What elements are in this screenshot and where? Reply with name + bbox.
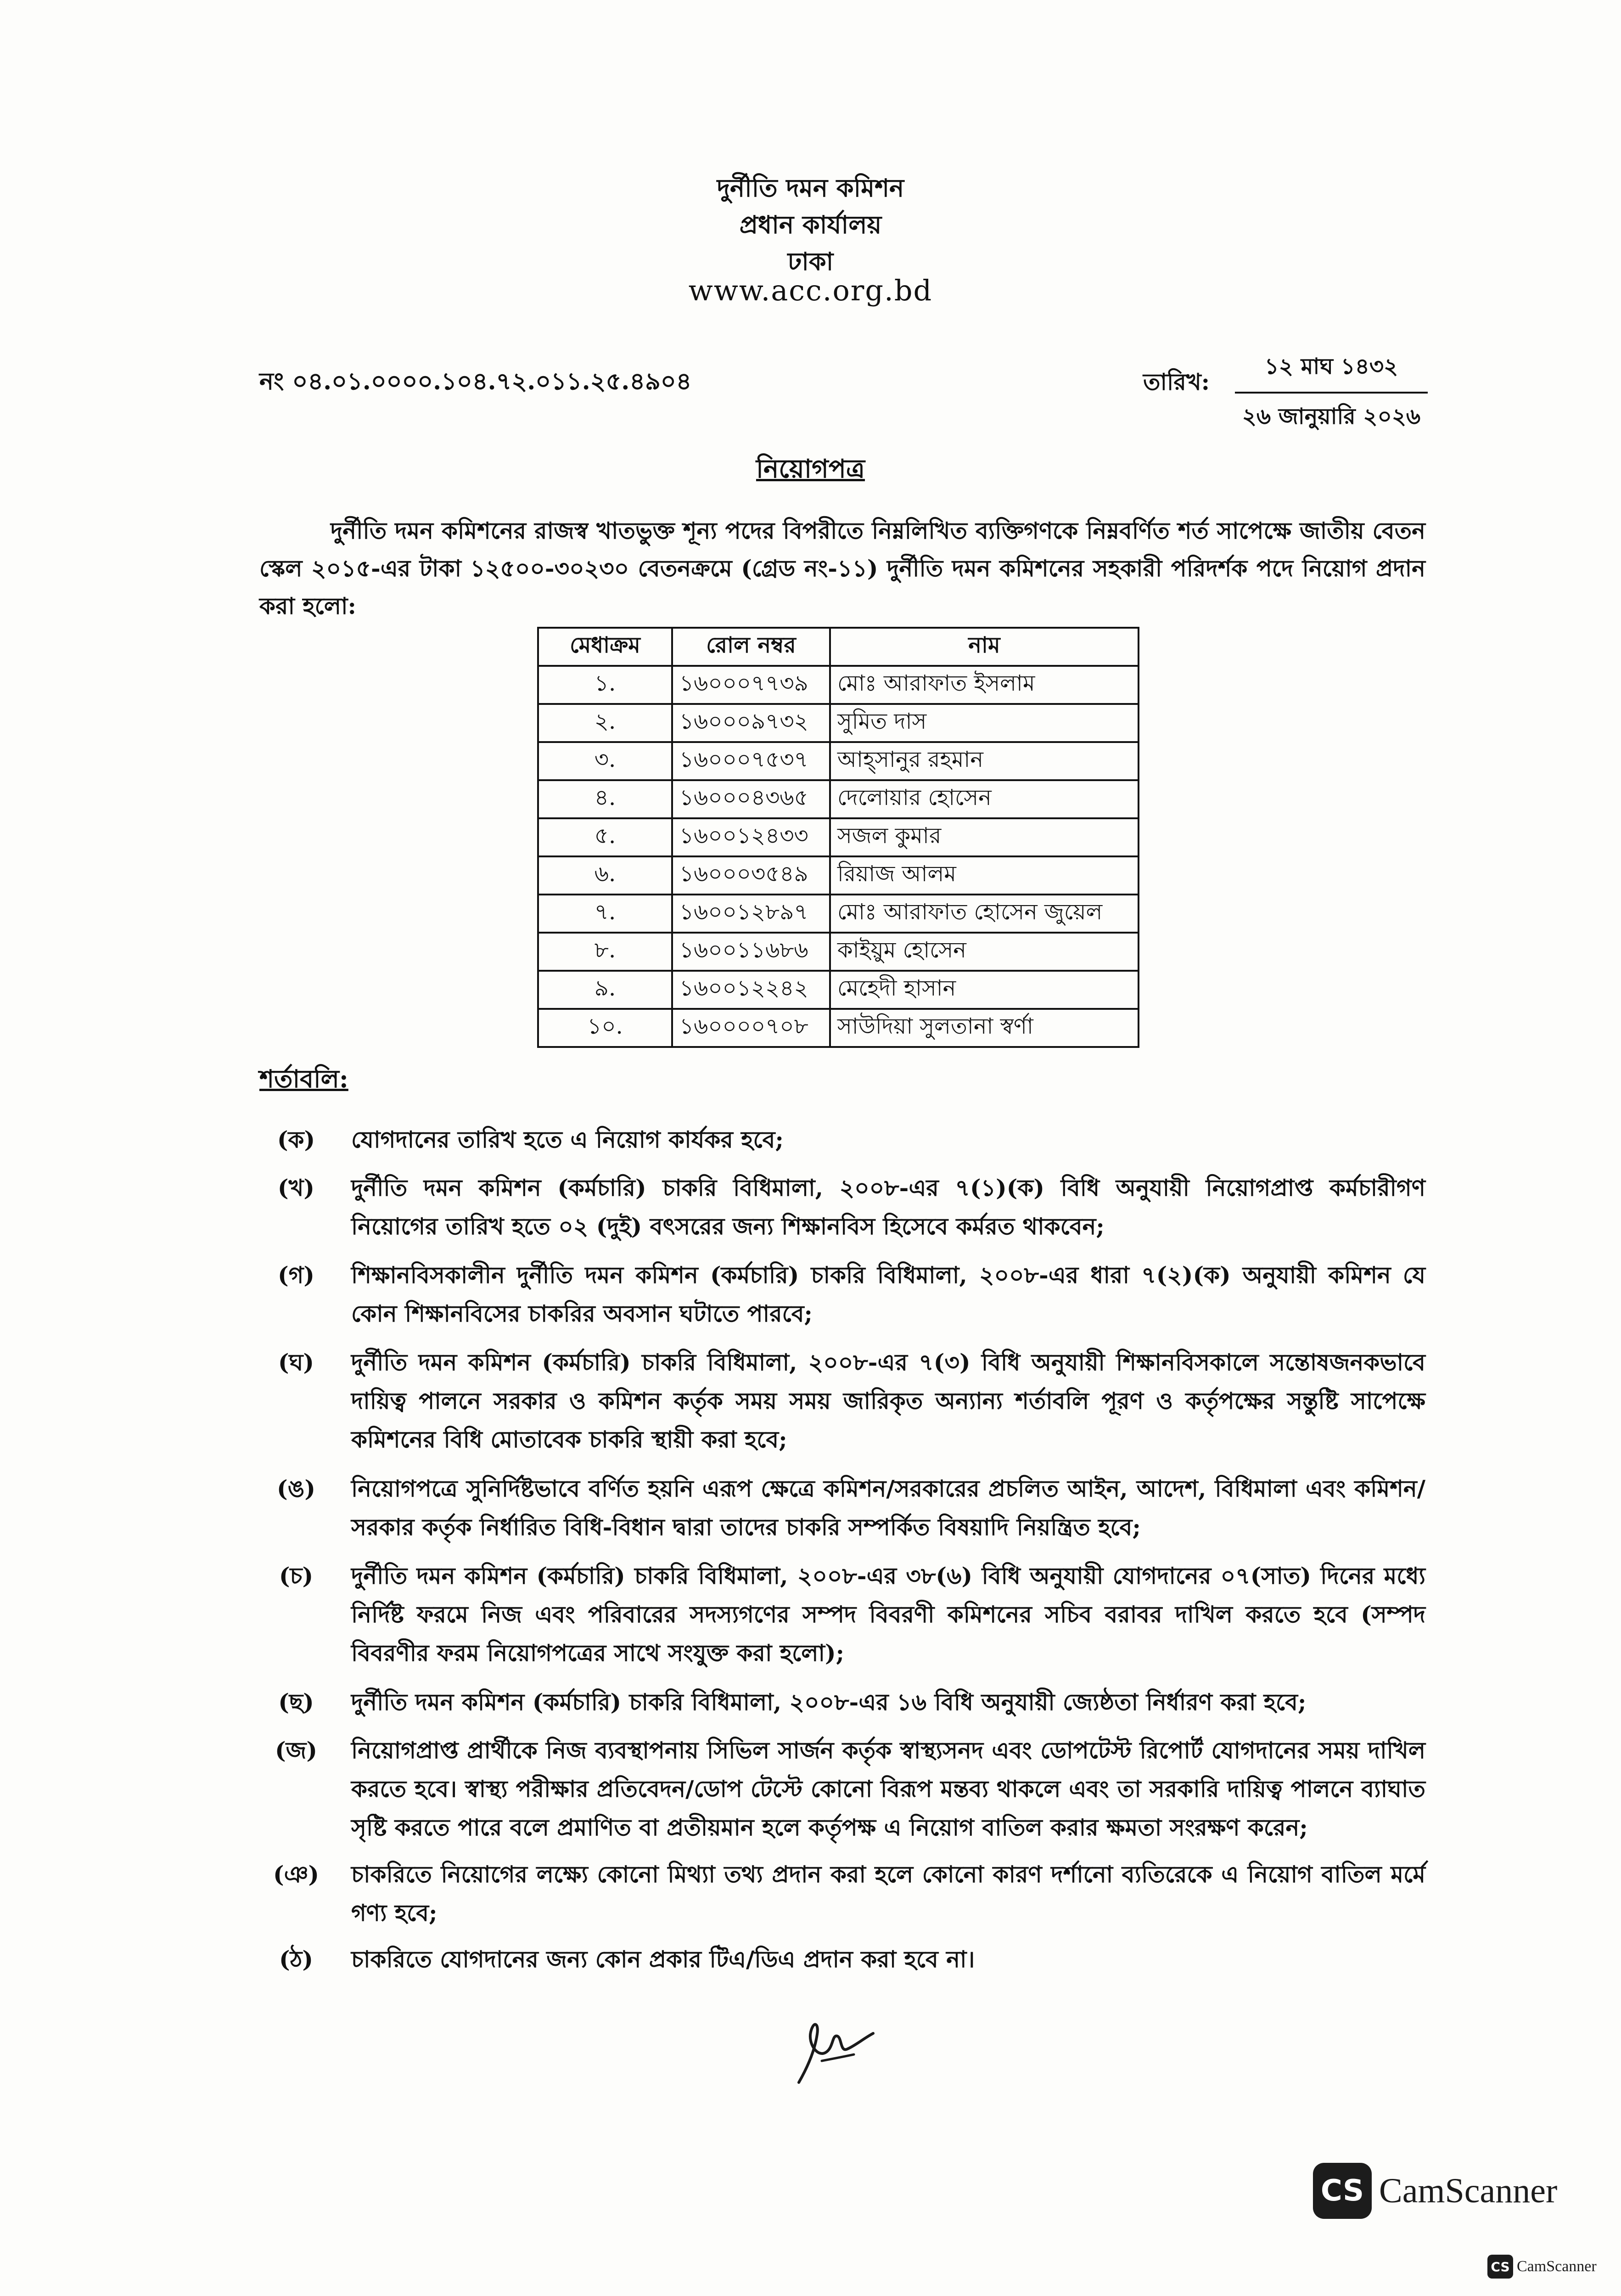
- condition-item: [259, 1683, 1425, 1722]
- signature-image: [790, 2007, 881, 2089]
- table-row: [538, 971, 1139, 1009]
- cell-roll: ১৬০০০৭৭৩৯: [672, 666, 830, 704]
- cell-serial: ৫.: [538, 818, 672, 856]
- cell-serial: ৭.: [538, 895, 672, 933]
- condition-text: চাকরিতে যোগদানের জন্য কোন প্রকার টিএ/ডিএ প্রদান করা হবে না।: [351, 1946, 975, 1973]
- cell-serial: ৮.: [538, 933, 672, 971]
- date-english: ২৬ জানুয়ারি ২০২৬: [1242, 404, 1421, 429]
- condition-label: (ঞ): [273, 1861, 320, 1888]
- condition-item: [259, 1855, 1425, 1932]
- intro-text-1: দুর্নীতি দমন কমিশনের রাজস্ব খাতভুক্ত শূন্য পদের বিপরীতে নিম্নলিখিত ব্যক্তিগণকে নিম্নবর্ণিত শর্ত সাপেক্ষে জাতীয় বেতন স্কেল ২০১৫-এর টাকা ১২৫০০-৩০২৩০ বেতনক্রমে (গ্রেড নং-১১) দুর্নীতি দমন কমিশনের: [259, 517, 1425, 582]
- intro-paragraph: [259, 512, 1425, 625]
- cell-name: রিয়াজ আলম: [830, 856, 1139, 895]
- condition-item: [259, 1169, 1425, 1246]
- cell-serial: ৬.: [538, 856, 672, 895]
- cell-name: দেলোয়ার হোসেন: [830, 780, 1139, 818]
- condition-label: (ঠ): [279, 1946, 314, 1973]
- cell-roll: ১৬০০০৭৫৩৭: [672, 742, 830, 780]
- condition-text: দুর্নীতি দমন কমিশন (কর্মচারি) চাকরি বিধিমালা, ২০০৮-এর ১৬ বিধি অনুযায়ী জ্যেষ্ঠতা নির্ধারণ করা হবে;: [351, 1688, 1307, 1716]
- cell-serial: ৪.: [538, 780, 672, 818]
- condition-text: চাকরিতে নিয়োগের লক্ষ্যে কোনো মিথ্যা তথ্য প্রদান করা হলে কোনো কারণ দর্শানো ব্যতিরেকে এ নিয়োগ বাতিল মর্মে গণ্য হবে;: [351, 1861, 1425, 1926]
- condition-label: (ছ): [278, 1688, 314, 1716]
- city-name: ঢাকা: [787, 247, 834, 276]
- condition-text: দুর্নীতি দমন কমিশন (কর্মচারি) চাকরি বিধিমালা, ২০০৮-এর ৭(৩) বিধি অনুযায়ী শিক্ষানবিসকালে সন্তোষজনকভাবে দায়িত্ব পালনে সরকার ও কমিশন কর্তৃক সময় সময় জারিকৃত অন্যান্য শর্তাবলি পূরণ ও কর্তৃপক্ষের সন্তুষ্টি সাপেক্ষে কমিশনের বিধি মোতাবেক চাকরি স্থায়ী করা হবে;: [351, 1349, 1425, 1453]
- camscanner-logo-small: [1487, 2255, 1597, 2279]
- cell-roll: ১৬০০১২৪৩৩: [672, 818, 830, 856]
- date-bangla: ১২ মাঘ ১৪৩২: [1235, 350, 1428, 394]
- conditions-heading: শর্তাবলি:: [259, 1064, 348, 1093]
- table-row: [538, 818, 1139, 856]
- table-row: [538, 742, 1139, 780]
- condition-item: [259, 1469, 1425, 1547]
- condition-item: [259, 1557, 1425, 1672]
- document-title: নিয়োগপত্র: [756, 454, 865, 484]
- condition-item: [259, 1343, 1425, 1459]
- table-row: [538, 933, 1139, 971]
- condition-text: দুর্নীতি দমন কমিশন (কর্মচারি) চাকরি বিধিমালা, ২০০৮-এর ৩৮(৬) বিধি অনুযায়ী যোগদানের ০৭(সাত) দিনের মধ্যে নির্দিষ্ট ফরমে নিজ এবং পরিবারের সদস্যগণের সম্পদ বিবরণী কমিশনের সচিব বরাবর দাখিল করতে হবে (সম্পদ বিবরণীর ফরম নিয়োগপত্রের সাথে সংযুক্ত করা হলো);: [351, 1562, 1425, 1666]
- cell-roll: ১৬০০০০৭০৮: [672, 1009, 830, 1047]
- condition-text: শিক্ষানবিসকালীন দুর্নীতি দমন কমিশন (কর্মচারি) চাকরি বিধিমালা, ২০০৮-এর ধারা ৭(২)(ক) অনুযায়ী কমিশন যে কোন শিক্ষানবিসের চাকরির অবসান ঘটাতে পারবে;: [351, 1261, 1425, 1327]
- condition-label: (গ): [277, 1261, 315, 1289]
- camscanner-text: CamScanner: [1379, 2171, 1558, 2210]
- condition-item: [259, 1731, 1425, 1847]
- cell-name: সাউদিয়া সুলতানা স্বর্ণা: [830, 1009, 1139, 1047]
- header-roll: রোল নম্বর: [672, 628, 830, 666]
- cell-roll: ১৬০০১২৮৯৭: [672, 895, 830, 933]
- condition-label: (ঘ): [278, 1349, 314, 1376]
- cell-roll: ১৬০০০৩৫৪৯: [672, 856, 830, 895]
- post-name: সহকারী পরিদর্শক: [1093, 555, 1248, 582]
- table-row: [538, 856, 1139, 895]
- table-row: [538, 666, 1139, 704]
- condition-text: নিয়োগপ্রাপ্ত প্রার্থীকে নিজ ব্যবস্থাপনায় সিভিল সার্জন কর্তৃক স্বাস্থ্যসনদ এবং ডোপটেস্ট রিপোর্ট যোগদানের সময় দাখিল করতে হবে। স্বাস্থ্য পরীক্ষার প্রতিবেদন/ডোপ টেস্টে কোনো বিরূপ মন্তব্য থাকলে এবং তা সরকারি দায়িত্ব পালনে ব্যাঘাত সৃষ্টি করতে পারে বলে প্রমাণিত বা প্রতীয়মান হলে কর্তৃপক্ষ এ নিয়োগ বাতিল করার ক্ষমতা সংরক্ষণ করেন;: [351, 1737, 1425, 1841]
- cell-name: কাইয়ুম হোসেন: [830, 933, 1139, 971]
- website-link[interactable]: www.acc.org.bd: [688, 274, 933, 307]
- condition-text: নিয়োগপত্রে সুনির্দিষ্টভাবে বর্ণিত হয়নি এরূপ ক্ষেত্রে কমিশন/সরকারের প্রচলিত আইন, আদেশ, বিধিমালা এবং কমিশন/ সরকার কর্তৃক নির্ধারিত বিধি-বিধান দ্বারা তাদের চাকরি সম্পর্কিত বিষয়াদি নিয়ন্ত্রিত হবে;: [351, 1475, 1425, 1541]
- cell-name: সুমিত দাস: [830, 704, 1139, 742]
- cell-serial: ২.: [538, 704, 672, 742]
- date-block: [1235, 350, 1428, 436]
- intro-text-2: পদে নিয়োগ প্রদান করা হলো:: [259, 555, 1425, 619]
- table-row: [538, 1009, 1139, 1047]
- header-merit: মেধাক্রম: [538, 628, 672, 666]
- cell-name: মোঃ আরাফাত হোসেন জুয়েল: [830, 895, 1139, 933]
- condition-item: [259, 1256, 1425, 1333]
- cell-serial: ৩.: [538, 742, 672, 780]
- camscanner-badge-icon: CS: [1313, 2163, 1372, 2219]
- condition-item: [259, 1120, 1425, 1159]
- cell-serial: ৯.: [538, 971, 672, 1009]
- condition-label: (জ): [275, 1737, 318, 1764]
- cell-roll: ১৬০০০৪৩৬৫: [672, 780, 830, 818]
- cell-name: সজল কুমার: [830, 818, 1139, 856]
- cell-roll: ১৬০০১১৬৮৬: [672, 933, 830, 971]
- condition-text: দুর্নীতি দমন কমিশন (কর্মচারি) চাকরি বিধিমালা, ২০০৮-এর ৭(১)(ক) বিধি অনুযায়ী নিয়োগপ্রাপ্ত কর্মচারীগণ নিয়োগের তারিখ হতে ০২ (দুই) বৎসরের জন্য শিক্ষানবিস হিসেবে কর্মরত থাকবেন;: [351, 1174, 1425, 1240]
- cell-serial: ১০.: [538, 1009, 672, 1047]
- camscanner-logo: [1313, 2163, 1557, 2219]
- table-row: [538, 704, 1139, 742]
- cell-roll: ১৬০০১২২৪২: [672, 971, 830, 1009]
- cell-name: মোঃ আরাফাত ইসলাম: [830, 666, 1139, 704]
- cell-name: মেহেদী হাসান: [830, 971, 1139, 1009]
- cell-serial: ১.: [538, 666, 672, 704]
- cell-roll: ১৬০০০৯৭৩২: [672, 704, 830, 742]
- condition-label: (খ): [277, 1174, 315, 1201]
- table-row: [538, 780, 1139, 818]
- cell-name: আহ্সানুর রহমান: [830, 742, 1139, 780]
- table-header-row: [538, 628, 1139, 666]
- org-name: দুর্নীতি দমন কমিশন: [717, 173, 904, 203]
- condition-text: যোগদানের তারিখ হতে এ নিয়োগ কার্যকর হবে;: [351, 1126, 784, 1153]
- appointee-table: [537, 627, 1139, 1048]
- office-name: প্রধান কার্যালয়: [739, 210, 882, 239]
- memo-number: নং ০৪.০১.০০০০.১০৪.৭২.০১১.২৫.৪৯০৪: [259, 367, 692, 395]
- camscanner-badge-small-icon: CS: [1487, 2255, 1513, 2279]
- date-label: তারিখ:: [1143, 368, 1210, 395]
- header-name: নাম: [830, 628, 1139, 666]
- table-row: [538, 895, 1139, 933]
- condition-label: (চ): [279, 1562, 314, 1589]
- condition-label: (ঙ): [277, 1475, 315, 1502]
- condition-item: [259, 1940, 1425, 1979]
- camscanner-text-small: CamScanner: [1517, 2258, 1597, 2275]
- condition-label: (ক): [277, 1126, 315, 1153]
